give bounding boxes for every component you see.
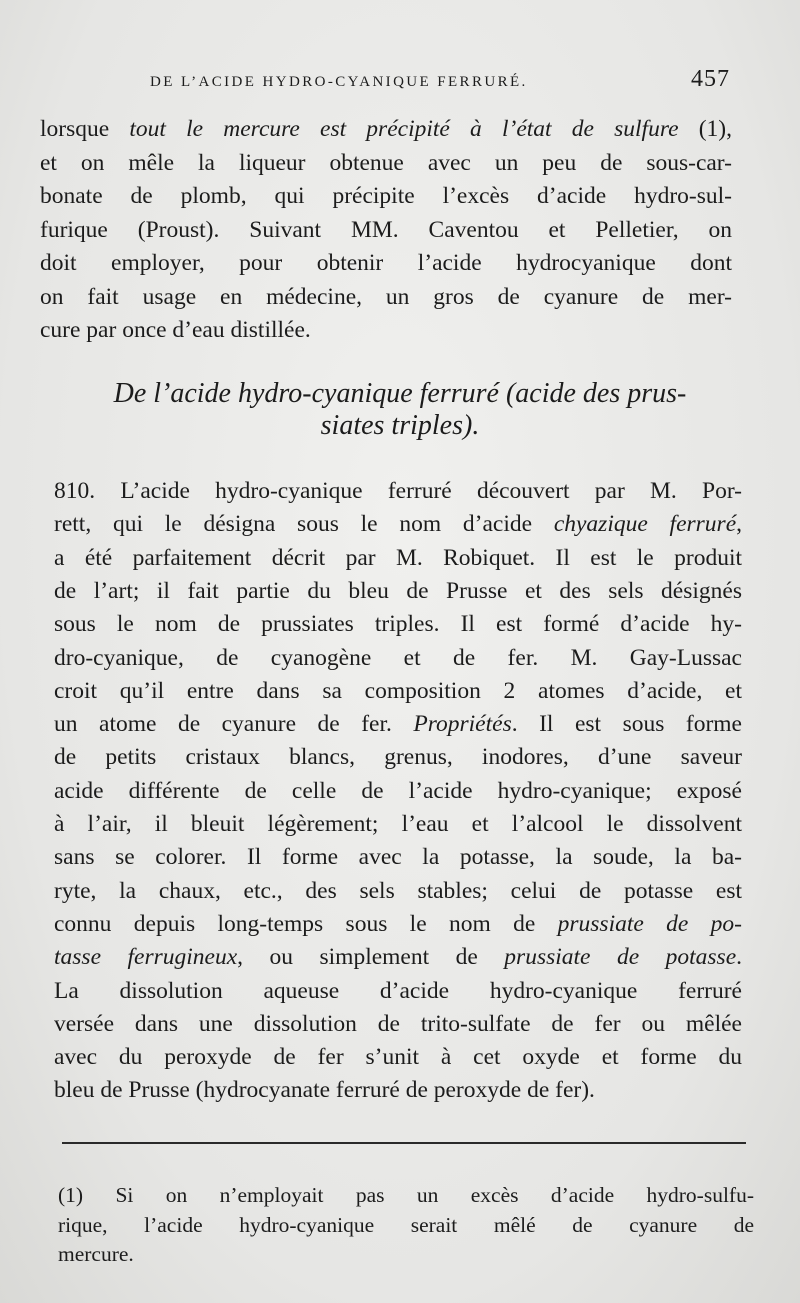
line-text: . Il est sous forme xyxy=(511,711,742,738)
line-text: connu depuis long-temps sous le nom de xyxy=(54,910,558,937)
line-text: 810. L’acide hydro-cyanique ferruré découvert par M. Por- xyxy=(54,478,742,504)
line-text: cure par once d’eau distillée. xyxy=(40,317,311,343)
text-line xyxy=(40,246,732,280)
line-text: (1), xyxy=(678,116,732,142)
text-line xyxy=(58,1210,754,1240)
line-text: . xyxy=(736,944,742,971)
line-text: versée dans une dissolution de trito-sulfate de fer ou mêlée xyxy=(54,1010,742,1037)
text-line xyxy=(54,1040,742,1074)
text-line xyxy=(40,179,732,213)
line-text: croit qu’il entre dans sa composition 2 atomes d’acide, et xyxy=(54,677,742,704)
text-line xyxy=(54,940,742,974)
text-line xyxy=(54,474,742,508)
running-head-title: DE L’ACIDE HYDRO-CYANIQUE FERRURÉ. xyxy=(150,74,528,90)
line-text: un atome de cyanure de fer. xyxy=(54,711,414,738)
line-text: dro-cyanique, de cyanogène et de fer. M. Gay-Lussac xyxy=(54,644,742,671)
text-line xyxy=(54,1073,742,1107)
text-line xyxy=(40,112,732,146)
line-text: a été parfaitement décrit par M. Robiquet. Il est le produit xyxy=(54,544,742,571)
footnote-rule xyxy=(62,1142,746,1144)
line-text: (1) Si on n’employait pas un excès d’acide hydro-sulfu- xyxy=(58,1183,754,1207)
text-line xyxy=(54,807,742,841)
line-text: ryte, la chaux, etc., des sels stables; celui de potasse est xyxy=(54,877,742,904)
text-line xyxy=(54,907,742,941)
text-line xyxy=(40,213,732,247)
line-text: mercure. xyxy=(58,1242,134,1266)
italic-text: Propriétés xyxy=(413,711,512,738)
text-line xyxy=(54,674,742,708)
text-line xyxy=(54,874,742,908)
text-line xyxy=(54,607,742,641)
text-line xyxy=(54,707,742,741)
text-line xyxy=(54,1007,742,1041)
text-line xyxy=(54,740,742,774)
text-line xyxy=(54,840,742,874)
text-line xyxy=(40,146,732,180)
line-text: , xyxy=(736,511,742,538)
line-text: bleu de Prusse (hydrocyanate ferruré de peroxyde de fer). xyxy=(54,1077,595,1104)
italic-text: tasse ferrugineux xyxy=(54,944,238,971)
text-line xyxy=(54,541,742,575)
line-text: de petits cristaux blancs, grenus, inodores, d’une saveur xyxy=(54,744,742,771)
section-heading-line-1: De l’acide hydro-cyanique ferruré (acide des prus- xyxy=(113,378,687,409)
line-text: rett, qui le désigna sous le nom d’acide xyxy=(54,511,554,538)
text-line xyxy=(54,641,742,675)
line-text: sous le nom de prussiates triples. Il est formé d’acide hy- xyxy=(54,611,742,638)
line-text: de l’art; il fait partie du bleu de Prusse et des sels désignés xyxy=(54,577,742,604)
line-text: lorsque xyxy=(40,116,130,142)
text-line xyxy=(58,1180,754,1210)
line-text: on fait usage en médecine, un gros de cyanure de mer- xyxy=(40,283,732,310)
italic-text: prussiate de potasse xyxy=(504,944,737,971)
text-line xyxy=(40,280,732,314)
line-text: à l’air, il bleuit légèrement; l’eau et l’alcool le dissolvent xyxy=(54,811,742,837)
line-text: sans se colorer. Il forme avec la potasse, la soude, la ba- xyxy=(54,844,742,871)
line-text: furique (Proust). Suivant MM. Caventou et Pelletier, on xyxy=(40,216,732,243)
italic-text: tout le mercure est précipité à l’état de sulfure xyxy=(129,116,679,142)
line-text: rique, l’acide hydro-cyanique serait mêlé de cyanure de xyxy=(58,1212,754,1237)
line-text: acide différente de celle de l’acide hydro-cyanique; exposé xyxy=(54,777,742,804)
text-line xyxy=(54,574,742,608)
italic-text: prussiate de po- xyxy=(557,910,743,937)
line-text: et on mêle la liqueur obtenue avec un peu de sous-car- xyxy=(40,149,732,176)
text-line xyxy=(54,507,742,541)
italic-text: chyazique ferruré xyxy=(553,511,737,538)
line-text: avec du peroxyde de fer s’unit à cet oxyde et forme du xyxy=(54,1044,742,1071)
text-line xyxy=(40,313,732,347)
page-number: 457 xyxy=(691,66,730,92)
running-head xyxy=(150,66,730,100)
line-text: , ou simplement de xyxy=(237,944,505,971)
text-line xyxy=(54,774,742,808)
text-line xyxy=(58,1239,754,1269)
section-heading-line-2: siates triples). xyxy=(320,410,480,441)
line-text: doit employer, pour obtenir l’acide hydrocyanique dont xyxy=(40,250,732,276)
line-text: bonate de plomb, qui précipite l’excès d’acide hydro-sul- xyxy=(40,183,732,209)
line-text: La dissolution aqueuse d’acide hydro-cyanique ferruré xyxy=(54,977,742,1004)
text-line xyxy=(54,974,742,1008)
